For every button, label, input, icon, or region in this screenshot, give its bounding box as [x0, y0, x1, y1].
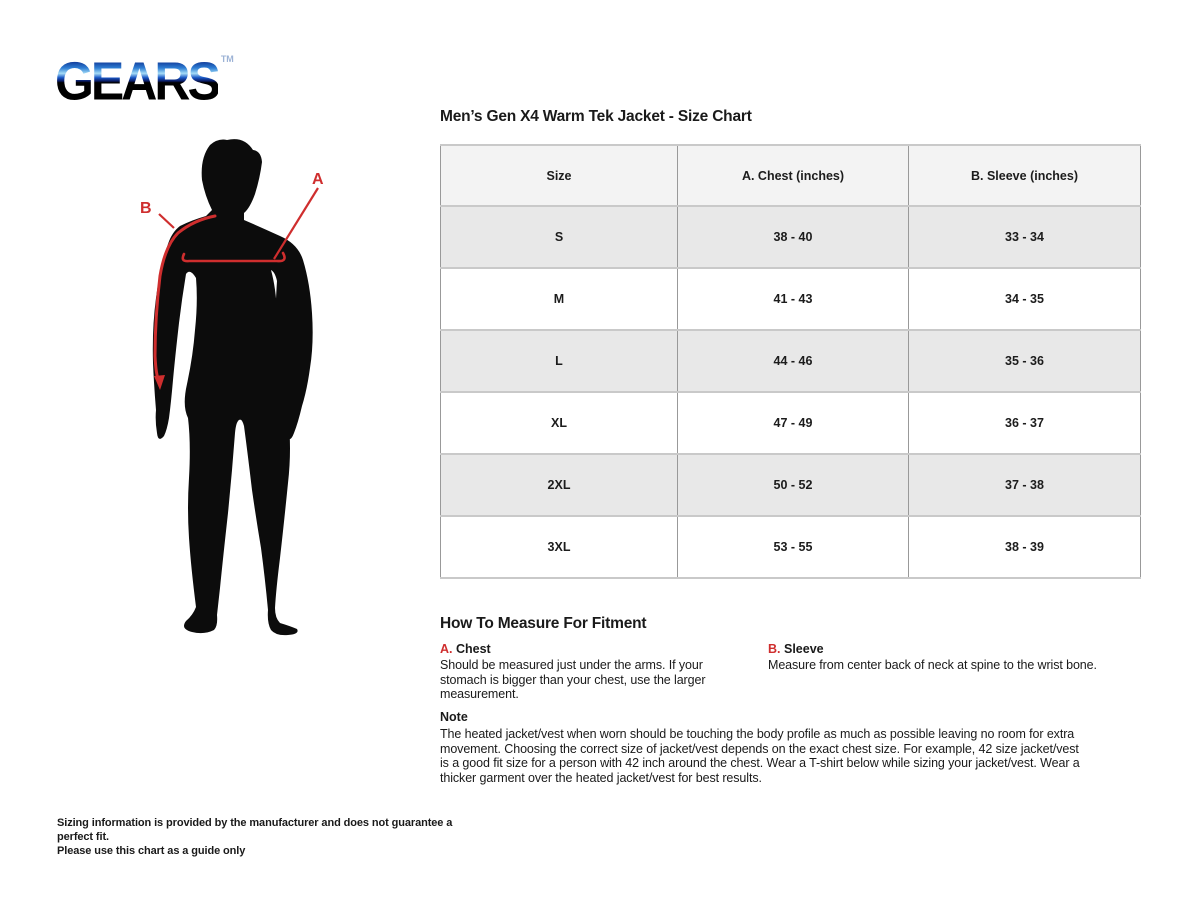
table-row	[441, 268, 1141, 330]
sleeve-cell: 34 - 35	[909, 268, 1141, 330]
sleeve-label-pointer	[159, 214, 174, 228]
chest-description: Should be measured just under the arms. If your stomach is bigger than your chest, use the larger measurement.	[440, 658, 706, 701]
size-chart-section	[440, 108, 1140, 579]
page-title: Men’s Gen X4 Warm Tek Jacket - Size Chart	[440, 108, 752, 125]
measure-guide-section	[440, 615, 1140, 701]
size-cell: 2XL	[441, 454, 678, 516]
note-heading: Note	[440, 710, 468, 724]
male-silhouette	[153, 139, 313, 635]
column-header-chest: A. Chest (inches)	[678, 145, 909, 206]
sleeve-name: Sleeve	[783, 642, 824, 656]
measure-item-sleeve	[768, 642, 1098, 673]
sleeve-description: Measure from center back of neck at spine to the wrist bone.	[768, 658, 1097, 672]
table-row	[441, 454, 1141, 516]
column-header-sleeve: B. Sleeve (inches)	[909, 145, 1141, 206]
chest-name: Chest	[455, 642, 491, 656]
brand-logo	[55, 50, 234, 112]
measure-guide-heading: How To Measure For Fitment	[440, 615, 647, 632]
chest-letter: A.	[440, 642, 453, 656]
chest-cell: 50 - 52	[678, 454, 909, 516]
column-header-size: Size	[441, 145, 678, 206]
chest-cell: 41 - 43	[678, 268, 909, 330]
chest-cell: 44 - 46	[678, 330, 909, 392]
size-cell: M	[441, 268, 678, 330]
sleeve-letter: B.	[768, 642, 781, 656]
size-cell: S	[441, 206, 678, 268]
sleeve-cell: 37 - 38	[909, 454, 1141, 516]
chest-label-a: A	[312, 171, 324, 188]
measure-item-chest-title	[440, 642, 745, 657]
body-measurement-figure	[130, 118, 370, 658]
size-cell: 3XL	[441, 516, 678, 578]
trademark-symbol: TM	[220, 54, 234, 64]
chest-cell: 38 - 40	[678, 206, 909, 268]
sleeve-cell: 38 - 39	[909, 516, 1141, 578]
sleeve-cell: 36 - 37	[909, 392, 1141, 454]
table-row	[441, 392, 1141, 454]
disclaimer-line-2: Please use this chart as a guide only	[57, 844, 246, 857]
sleeve-cell: 33 - 34	[909, 206, 1141, 268]
chest-cell: 47 - 49	[678, 392, 909, 454]
note-text: The heated jacket/vest when worn should be touching the body profile as much as possible leaving no room for extra movement. Choosing the correct size of jacket/vest depends on the exact chest size. For example, 42 size jacket/vest is a good fit size for a person with 42 inch around the chest. Wear a T-shirt below while sizing your jacket/vest. Wear a thicker garment over the heated jacket/vest for best results.	[440, 727, 1080, 785]
table-row	[441, 330, 1141, 392]
sleeve-cell: 35 - 36	[909, 330, 1141, 392]
measure-item-chest	[440, 642, 745, 702]
table-row	[441, 516, 1141, 578]
table-header-row	[441, 145, 1141, 206]
disclaimer	[57, 817, 487, 859]
table-row	[441, 206, 1141, 268]
size-chart-table	[440, 144, 1141, 579]
measure-item-sleeve-title	[768, 642, 1098, 657]
note-section	[440, 710, 1088, 785]
sleeve-label-b: B	[140, 200, 152, 217]
size-cell: XL	[441, 392, 678, 454]
disclaimer-line-1: Sizing information is provided by the manufacturer and does not guarantee a perfect fit.	[57, 817, 453, 843]
brand-logo-text: GEARS	[55, 50, 218, 112]
size-cell: L	[441, 330, 678, 392]
chest-cell: 53 - 55	[678, 516, 909, 578]
